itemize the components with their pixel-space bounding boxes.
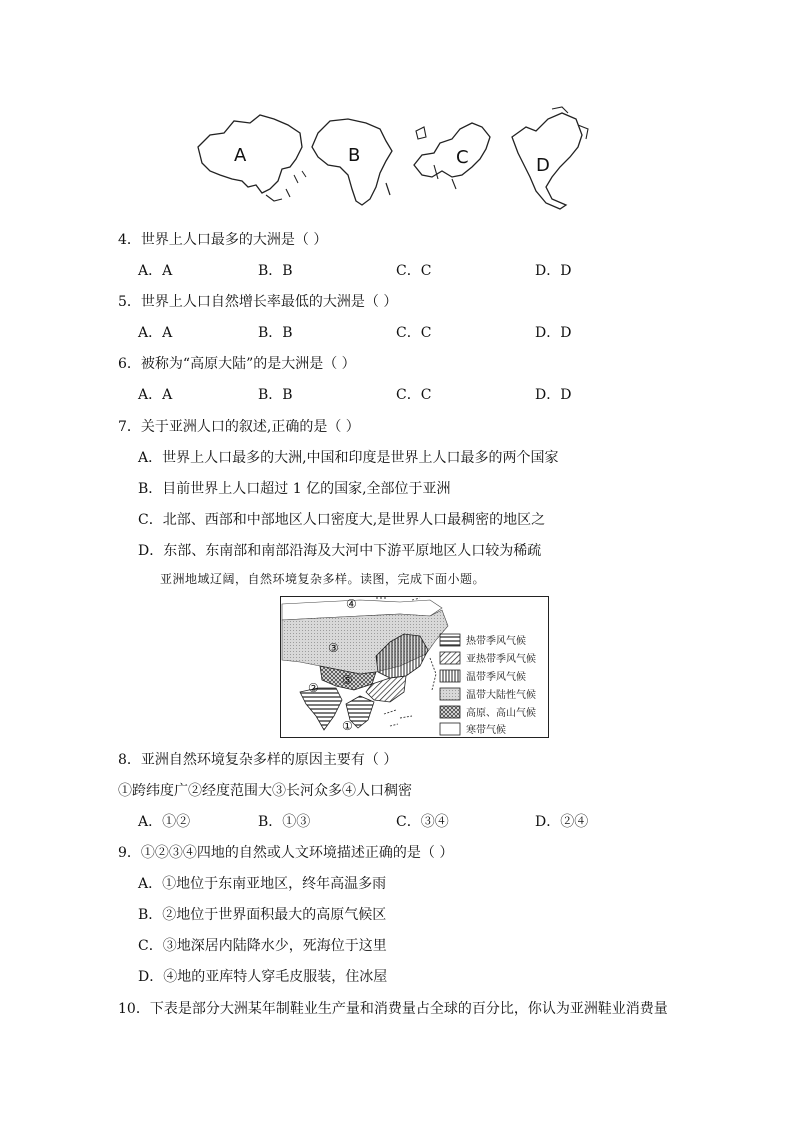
q9-option-c[interactable]: C．③地深居内陆降水少，死海位于这里 [138, 938, 387, 954]
q7-option-b[interactable]: B．目前世界上人口超过 1 亿的国家,全部位于亚洲 [138, 481, 451, 497]
map-caption: 亚洲地域辽阔，自然环境复杂多样。读图，完成下面小题。 [160, 572, 486, 586]
q5-option-a[interactable]: A．A [138, 325, 173, 341]
question-10-stem: 10．下表是部分大洲某年制鞋业生产量和消费量占全球的百分比，你认为亚洲鞋业消费量 [118, 1001, 668, 1017]
question-7-stem: 7．关于亚洲人口的叙述,正确的是（ ） [118, 419, 360, 435]
q8-option-c[interactable]: C．③④ [396, 814, 449, 830]
map-marker-1: ① [342, 719, 353, 733]
q4-option-a[interactable]: A．A [138, 263, 173, 279]
continent-label-d: D [536, 155, 550, 176]
q7-option-c[interactable]: C．北部、西部和中部地区人口密度大,是世界人口最稠密的地区之 [138, 512, 546, 528]
q9-option-a[interactable]: A．①地位于东南亚地区，终年高温多雨 [138, 876, 387, 892]
map-marker-4: ④ [346, 597, 357, 611]
continent-c-outline [414, 123, 490, 177]
q6-option-d[interactable]: D．D [535, 387, 572, 403]
continent-label-c: C [456, 147, 469, 168]
question-9-stem: 9．①②③④四地的自然或人文环境描述正确的是（ ） [118, 845, 454, 861]
q7-option-a[interactable]: A．世界上人口最多的大洲,中国和印度是世界上人口最多的两个国家 [138, 450, 559, 466]
map-marker-5: ⑤ [342, 673, 353, 687]
question-8-stem: 8．亚洲自然环境复杂多样的原因主要有（ ） [118, 752, 398, 768]
legend-temperate-monsoon: 温带季风气候 [466, 672, 526, 683]
q4-option-d[interactable]: D．D [535, 263, 572, 279]
q6-option-a[interactable]: A．A [138, 387, 173, 403]
legend-tropical-monsoon: 热带季风气候 [466, 636, 526, 647]
q6-option-c[interactable]: C．C [396, 387, 432, 403]
q5-option-d[interactable]: D．D [535, 325, 572, 341]
map-marker-3: ③ [328, 641, 339, 655]
question-6-stem: 6．被称为“高原大陆”的是大洲是（ ） [118, 356, 356, 372]
continents-figure [190, 105, 610, 215]
question-5-stem: 5．世界上人口自然增长率最低的大洲是（ ） [118, 294, 398, 310]
q4-option-b[interactable]: B．B [258, 263, 293, 279]
q9-option-d[interactable]: D．④地的亚库特人穿毛皮服装，住冰屋 [138, 969, 388, 985]
q5-option-c[interactable]: C．C [396, 325, 432, 341]
q8-statement: ①跨纬度广②经度范围大③长河众多④人口稠密 [118, 783, 412, 799]
q8-option-a[interactable]: A．①② [138, 814, 191, 830]
continent-label-b: B [348, 145, 361, 166]
asia-climate-map [280, 596, 550, 739]
legend-highland: 高原、高山气候 [466, 708, 536, 719]
map-marker-2: ② [308, 681, 319, 695]
legend-cold: 寒带气候 [466, 725, 506, 736]
legend-temperate-continental: 温带大陆性气候 [466, 690, 536, 701]
continent-label-a: A [234, 145, 247, 166]
q9-option-b[interactable]: B．②地位于世界面积最大的高原气候区 [138, 907, 387, 923]
q7-option-d[interactable]: D．东部、东南部和南部沿海及大河中下游平原地区人口较为稀疏 [138, 543, 542, 559]
q4-option-c[interactable]: C．C [396, 263, 432, 279]
q5-option-b[interactable]: B．B [258, 325, 293, 341]
q6-option-b[interactable]: B．B [258, 387, 293, 403]
q8-option-b[interactable]: B．①③ [258, 814, 311, 830]
continent-a-outline [198, 115, 302, 193]
legend-subtropical-monsoon: 亚热带季风气候 [466, 654, 536, 665]
q8-option-d[interactable]: D．②④ [535, 814, 589, 830]
question-4-stem: 4．世界上人口最多的大洲是（ ） [118, 232, 328, 248]
